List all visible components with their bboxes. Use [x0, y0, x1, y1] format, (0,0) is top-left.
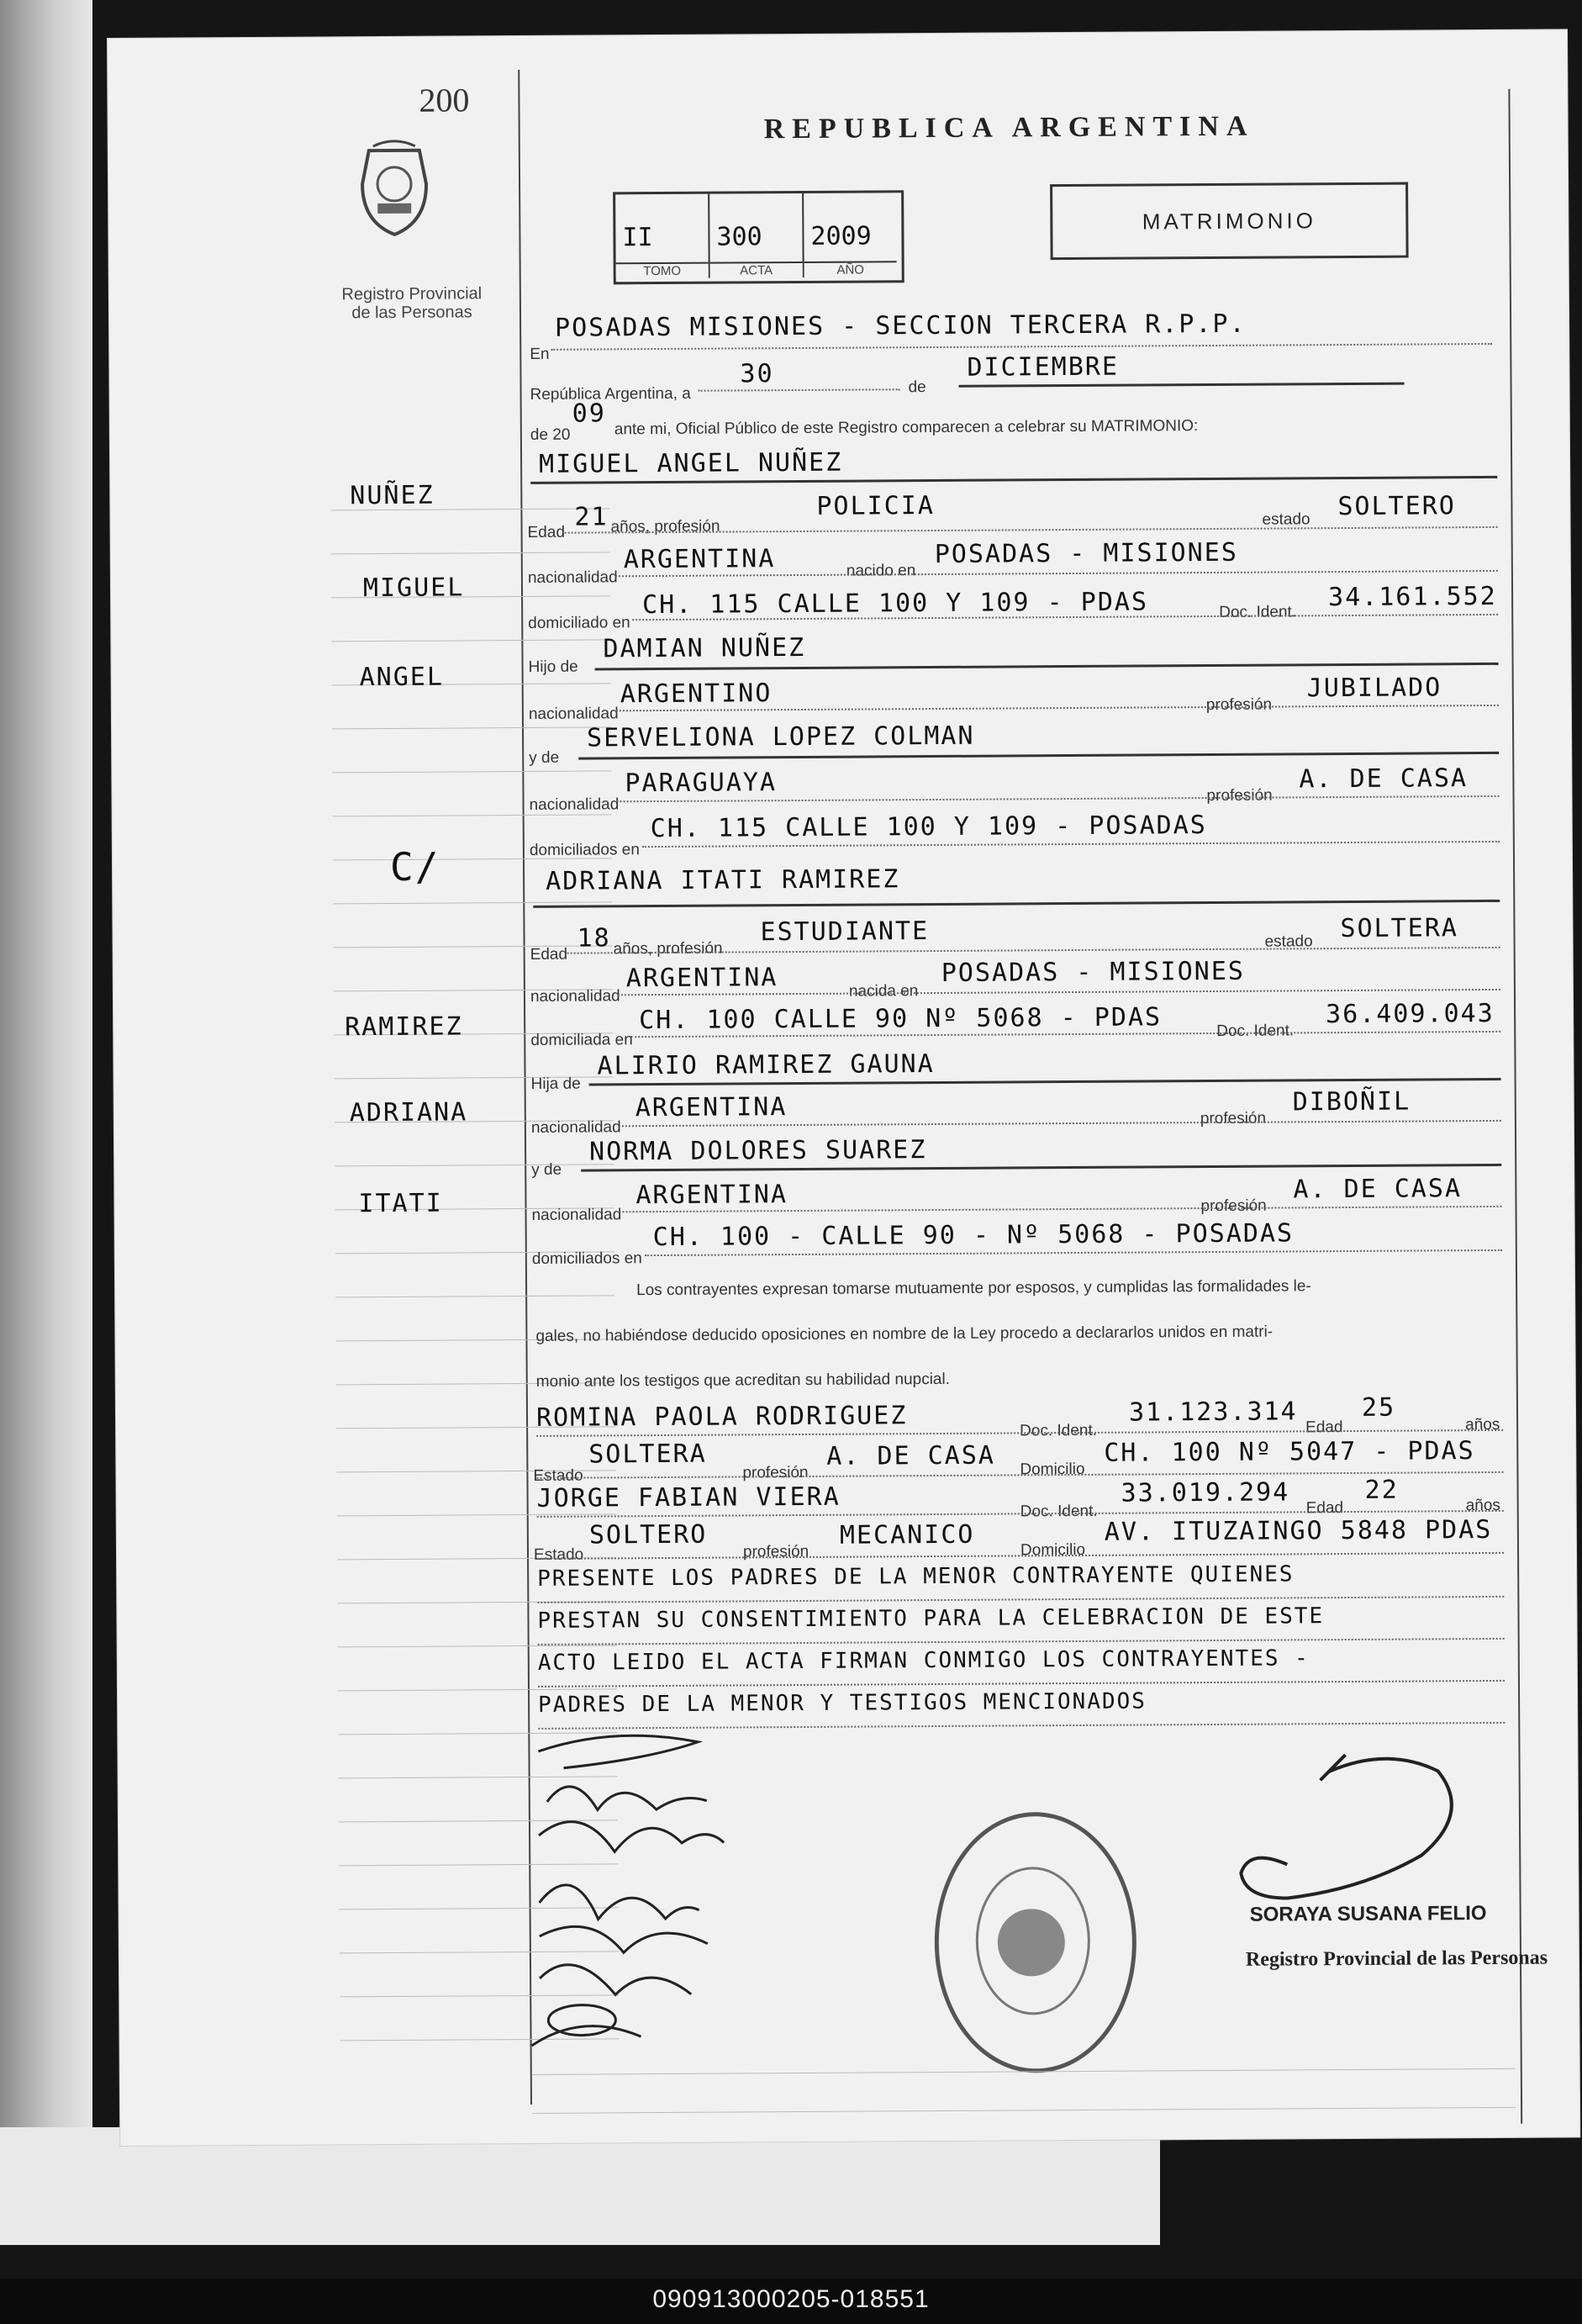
groom-yde-label: y de — [529, 748, 560, 767]
groom-mother-prof-label: profesión — [1206, 786, 1273, 805]
bride-mother-nac-label: nacionalidad — [531, 1206, 622, 1224]
bride-doc-label: Doc. Ident. — [1216, 1022, 1295, 1040]
witness2-domicile: AV. ITUZAINGO 5848 PDAS — [1104, 1514, 1493, 1547]
margin-groom-surname: NUÑEZ — [350, 480, 435, 511]
officer-office: Registro Provincial de las Personas — [1245, 1946, 1548, 1971]
signature-bride-groom — [538, 1735, 724, 1852]
country-title: REPUBLICA ARGENTINA — [763, 110, 1255, 145]
witness2-prof-label: profesión — [742, 1542, 809, 1561]
groom-mother: SERVELIONA LOPEZ COLMAN — [586, 721, 975, 753]
groom-birthplace: POSADAS - MISIONES — [934, 537, 1238, 570]
bride-profesion-label: años, profesión — [613, 939, 723, 959]
groom-father-nac-label: nacionalidad — [528, 705, 619, 723]
bride-father-nac-label: nacionalidad — [530, 1118, 621, 1137]
witness2-estado-label: Estado — [533, 1545, 584, 1564]
document-id: 090913000205-018551 — [652, 2285, 930, 2313]
bride-hija-label: Hija de — [530, 1075, 581, 1093]
note-line: PADRES DE LA MENOR Y TESTIGOS MENCIONADOS — [538, 1688, 1147, 1718]
witness1-name: ROMINA PAOLA RODRIGUEZ — [535, 1401, 908, 1433]
witness1-anos-label: años — [1465, 1415, 1500, 1434]
witness2-doc-label: Doc. Ident. — [1020, 1502, 1098, 1521]
bride-nacida-label: nacida en — [848, 982, 919, 1001]
bride-parents-domicile: CH. 100 - CALLE 90 - Nº 5068 - POSADAS — [652, 1218, 1295, 1253]
groom-age: 21 — [574, 502, 609, 532]
groom-mother-nationality: PARAGUAYA — [625, 768, 778, 799]
witness2-name: JORGE FABIAN VIERA — [536, 1482, 841, 1513]
officer-name: SORAYA SUSANA FELIO — [1249, 1902, 1487, 1926]
bride-dom-label: domiciliada en — [530, 1031, 633, 1049]
acta-value: 300 — [716, 222, 762, 252]
statement-paragraph: Los contrayentes expresan tomarse mutuamente por esposos, y cumplidas las formalidades le- gales, no habiéndose deducido oposiciones en nombre de la Ley procedo a declararlos unidos en matri- monio ante los testigos que acreditan su habilidad nupcial. — [535, 1277, 1311, 1391]
margin-lines — [108, 29, 1567, 39]
bride-age: 18 — [577, 923, 611, 953]
margin-conj: C/ — [389, 843, 440, 890]
witness2-dom-label: Domicilio — [1020, 1540, 1086, 1560]
signatures-drawing — [513, 1716, 868, 2072]
republica-label: República Argentina, a — [530, 384, 691, 404]
groom-parents-dom-label: domiciliados en — [529, 841, 640, 859]
bride-mother-nationality: ARGENTINA — [635, 1180, 788, 1211]
tomo-label: TOMO — [616, 262, 709, 279]
witness1-domicile: CH. 100 Nº 5047 - PDAS — [1104, 1436, 1475, 1468]
bride-doc: 36.409.043 — [1326, 998, 1495, 1030]
marriage-certificate-page — [108, 29, 1579, 2146]
bride-edad-label: Edad — [530, 945, 568, 964]
bride-nationality: ARGENTINA — [625, 963, 778, 994]
note-line: PRESTAN SU CONSENTIMIENTO PARA LA CELEBRACION DE ESTE — [537, 1603, 1325, 1634]
groom-parents-domicile: CH. 115 CALLE 100 Y 109 - POSADAS — [650, 811, 1207, 844]
witness1-dom-label: Domicilio — [1020, 1460, 1085, 1479]
groom-profession: POLICIA — [816, 491, 935, 521]
year-prefix: de 20 — [530, 425, 571, 444]
official-seal-stamp — [934, 1812, 1137, 2073]
witness1-profession: A. DE CASA — [826, 1440, 996, 1471]
de-label: de — [908, 378, 926, 397]
bride-name: ADRIANA ITATI RAMIREZ — [546, 864, 900, 896]
witness2-anos-label: años — [1465, 1496, 1500, 1515]
groom-domicile: CH. 115 CALLE 100 Y 109 - PDAS — [642, 587, 1149, 621]
record-number-box — [613, 190, 904, 284]
anio-value: 2009 — [810, 221, 872, 251]
day-value: 30 — [740, 359, 774, 389]
right-rule — [1508, 89, 1522, 2124]
witness1-doc-label: Doc. Ident. — [1020, 1421, 1098, 1440]
year-value: 09 — [572, 399, 606, 429]
witness1-estado-label: Estado — [533, 1466, 583, 1485]
witness1-age: 25 — [1361, 1392, 1396, 1423]
groom-dom-label: domiciliado en — [528, 614, 630, 632]
witness1-doc: 31.123.314 — [1128, 1397, 1298, 1428]
groom-mother-nac-label: nacionalidad — [529, 795, 620, 814]
witness2-doc: 33.019.294 — [1121, 1477, 1290, 1508]
tomo-value: II — [622, 223, 653, 253]
place-value: POSADAS MISIONES - SECCION TERCERA R.P.P. — [555, 309, 1247, 343]
bride-civil-status: SOLTERA — [1340, 913, 1459, 944]
folio-number: 200 — [419, 81, 470, 119]
witness1-edad-label: Edad — [1305, 1418, 1343, 1437]
provincial-crest-icon — [352, 138, 437, 240]
groom-edad-label: Edad — [527, 523, 566, 541]
groom-profesion-label: años, profesión — [610, 517, 720, 536]
witness2-edad-label: Edad — [1305, 1499, 1344, 1518]
bride-estado-label: estado — [1264, 932, 1313, 951]
groom-estado-label: estado — [1262, 510, 1310, 529]
groom-doc: 34.161.552 — [1327, 581, 1497, 613]
signature-parents — [539, 1884, 707, 1953]
declaration-text: ante mi, Oficial Público de este Registro comparecen a celebrar su MATRIMONIO: — [614, 417, 1199, 439]
bride-yde-label: y de — [531, 1160, 562, 1179]
bride-parents-dom-label: domiciliados en — [531, 1249, 642, 1268]
groom-father-nationality: ARGENTINO — [620, 679, 773, 710]
bride-birthplace: POSADAS - MISIONES — [941, 956, 1246, 988]
month-value: DICIEMBRE — [967, 351, 1120, 383]
groom-mother-profession: A. DE CASA — [1299, 763, 1469, 795]
bride-father-nationality: ARGENTINA — [635, 1092, 788, 1123]
bride-profession: ESTUDIANTE — [760, 916, 930, 948]
anio-label: AÑO — [804, 261, 897, 277]
acta-label: ACTA — [710, 261, 803, 278]
groom-father-prof-label: profesión — [1205, 695, 1273, 715]
witness2-civil-status: SOLTERO — [588, 1519, 708, 1550]
note-line: ACTO LEIDO EL ACTA FIRMAN CONMIGO LOS CONTRAYENTES - — [537, 1645, 1310, 1676]
bride-father-prof-label: profesión — [1200, 1109, 1267, 1128]
margin-bride-surname: RAMIREZ — [345, 1011, 463, 1043]
groom-nationality: ARGENTINA — [623, 544, 776, 575]
bride-nac-label: nacionalidad — [530, 987, 620, 1006]
groom-doc-label: Doc. Ident. — [1219, 603, 1297, 621]
margin-groom-first: MIGUEL — [362, 573, 465, 604]
bride-father-profession: DIBOÑIL — [1292, 1086, 1411, 1117]
note-line: PRESENTE LOS PADRES DE LA MENOR CONTRAYENTE QUIENES — [537, 1561, 1295, 1592]
underlying-page-left — [0, 0, 92, 2186]
witness2-profession: MECANICO — [839, 1519, 975, 1550]
groom-name: MIGUEL ANGEL NUÑEZ — [538, 447, 843, 479]
witness2-age: 22 — [1364, 1475, 1399, 1505]
margin-bride-first: ADRIANA — [349, 1097, 468, 1128]
en-label: En — [530, 345, 550, 363]
margin-groom-second: ANGEL — [359, 662, 445, 693]
bride-mother-profession: A. DE CASA — [1293, 1174, 1463, 1205]
margin-bride-second: ITATI — [358, 1188, 443, 1219]
bride-mother: NORMA DOLORES SUAREZ — [588, 1135, 927, 1167]
witness1-prof-label: profesión — [742, 1463, 809, 1482]
signature-officer — [1219, 1737, 1497, 1907]
act-type-box: MATRIMONIO — [1050, 182, 1409, 261]
bride-domicile: CH. 100 CALLE 90 Nº 5068 - PDAS — [639, 1002, 1163, 1036]
signature-witnesses — [531, 1964, 692, 2046]
groom-nacido-label: nacido en — [846, 562, 916, 580]
groom-father: DAMIAN NUÑEZ — [603, 632, 806, 664]
bride-father: ALIRIO RAMIREZ GAUNA — [597, 1049, 935, 1081]
groom-civil-status: SOLTERO — [1337, 491, 1456, 522]
groom-father-profession: JUBILADO — [1306, 673, 1442, 704]
bride-mother-prof-label: profesión — [1200, 1196, 1267, 1216]
registry-label: Registro Provincial de las Personas — [341, 284, 483, 323]
groom-hijo-label: Hijo de — [528, 658, 578, 676]
groom-nac-label: nacionalidad — [527, 568, 618, 587]
witness1-civil-status: SOLTERA — [588, 1439, 707, 1470]
